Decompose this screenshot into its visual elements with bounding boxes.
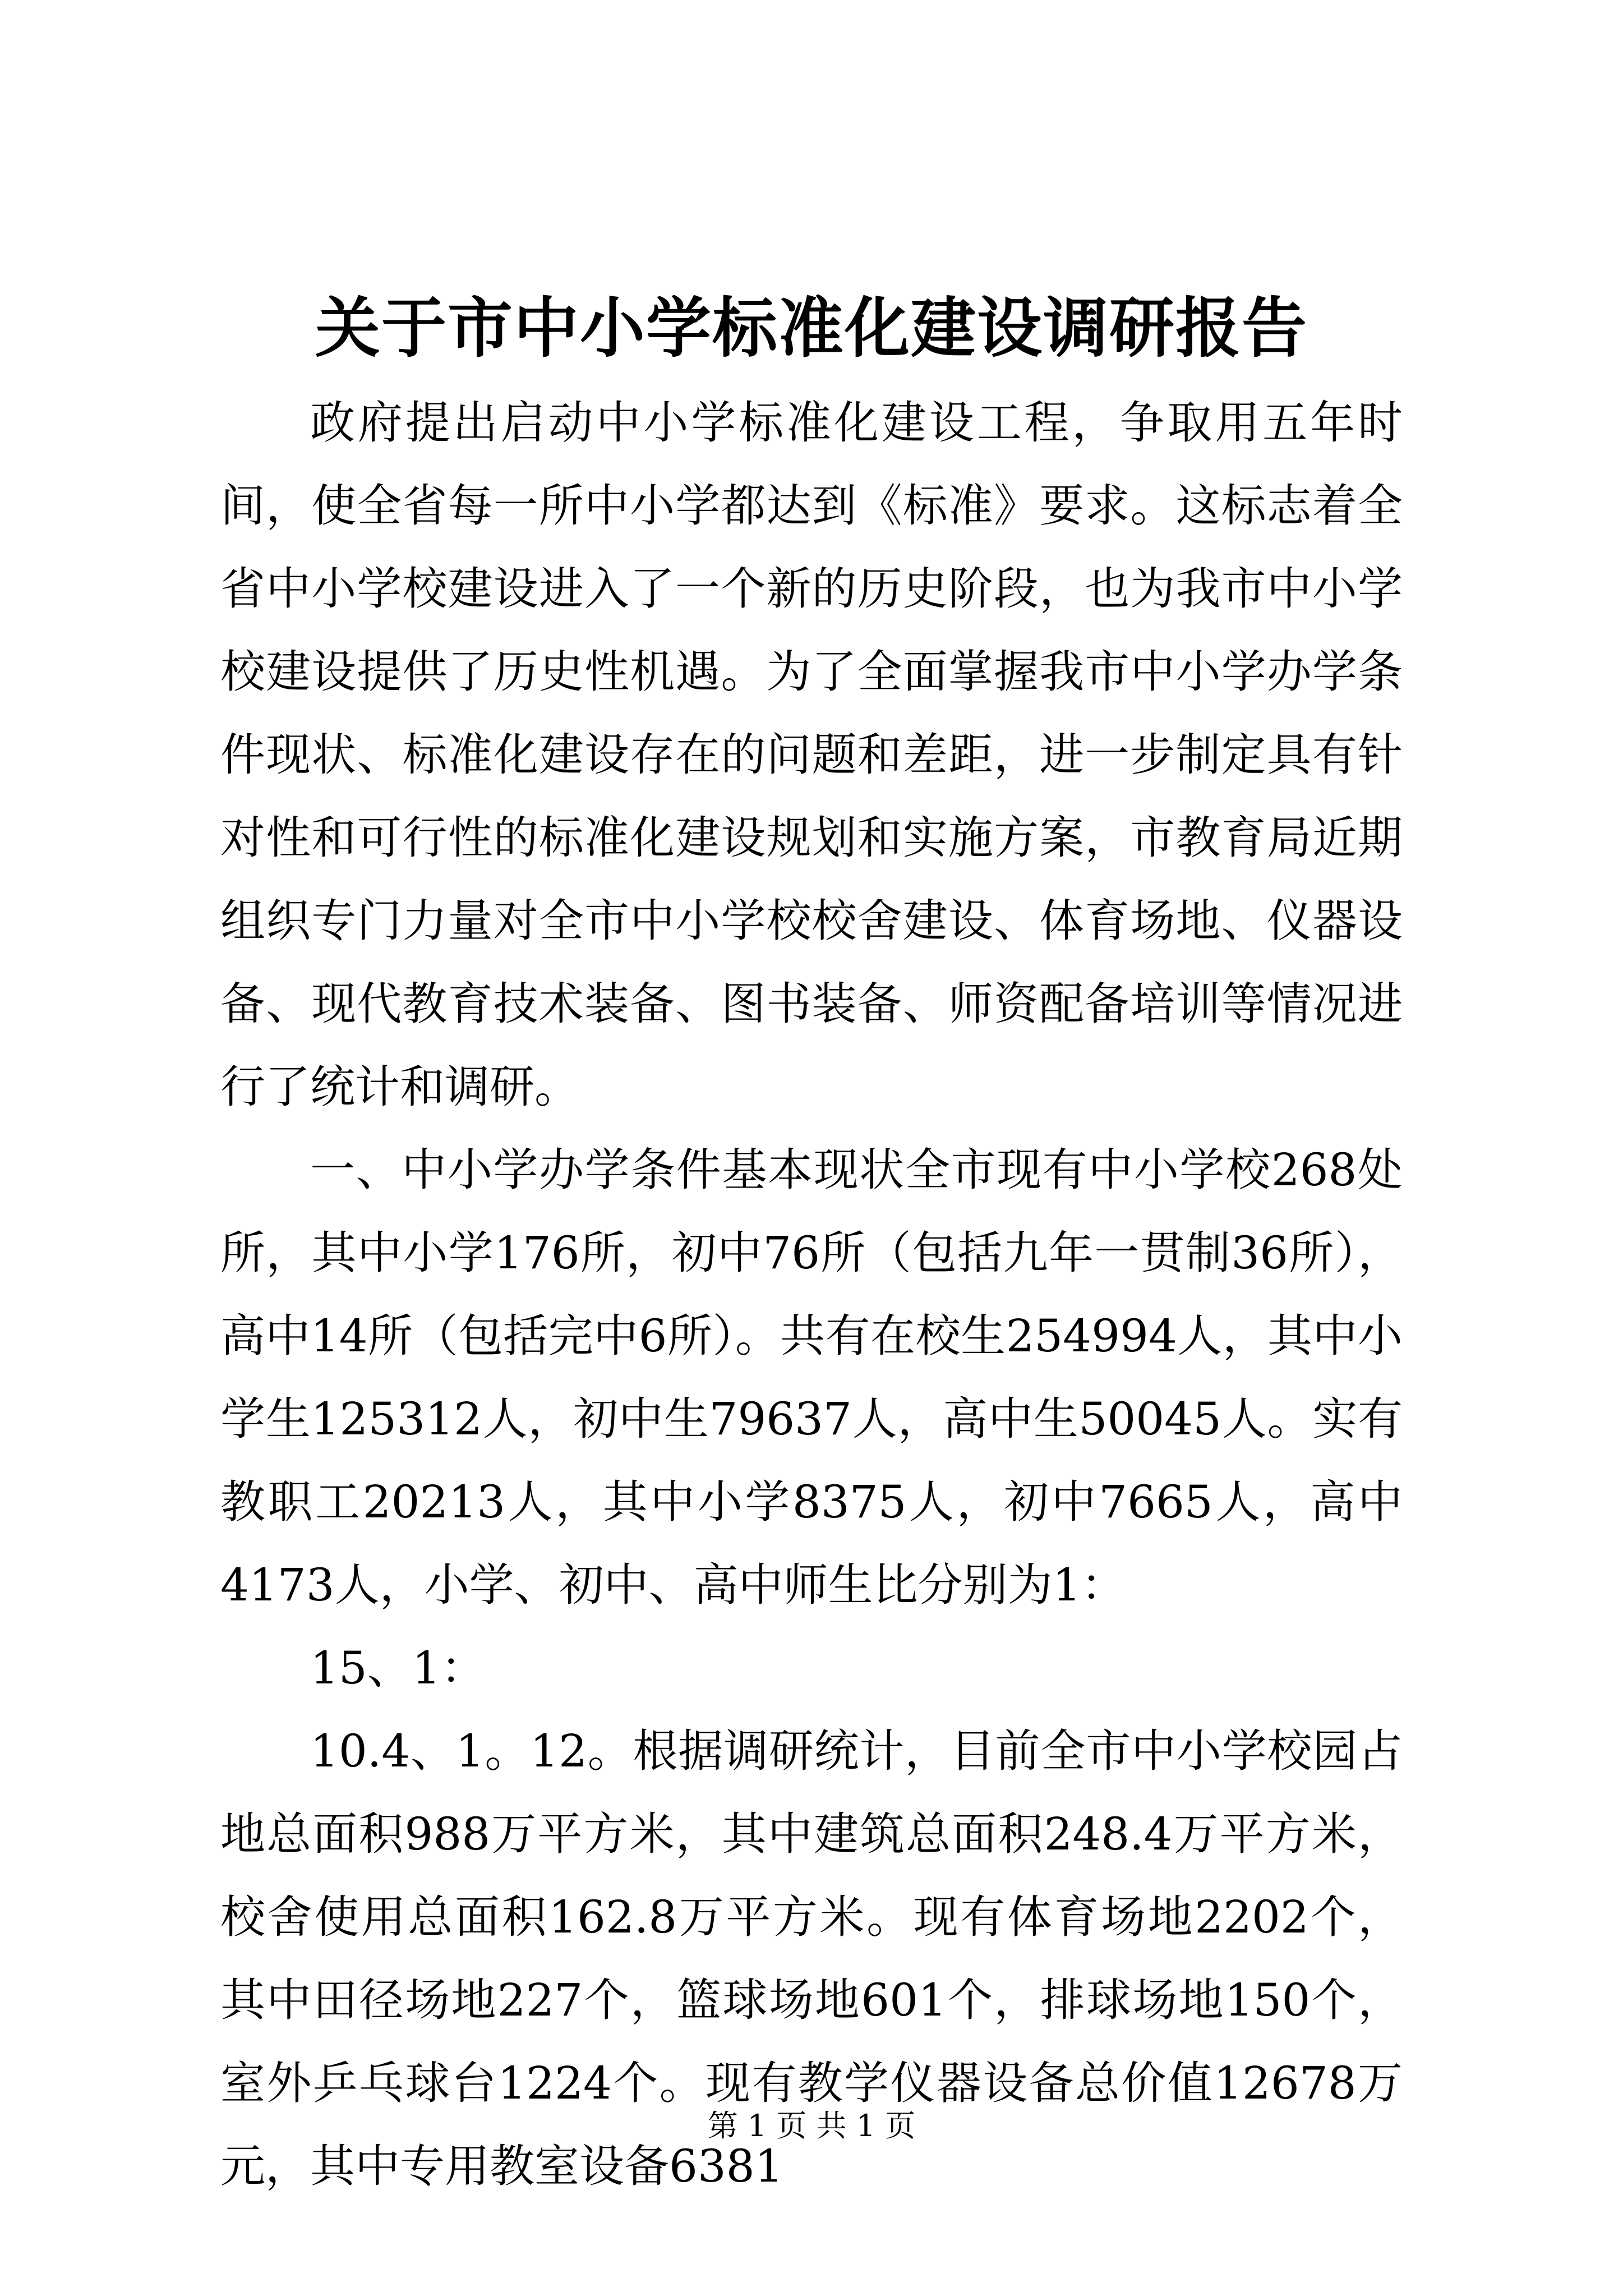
document-title: 关于市中小学标准化建设调研报告: [315, 290, 1308, 366]
document-body: [220, 381, 1403, 2208]
paragraph-intro: 政府提出启动中小学标准化建设工程，争取用五年时间，使全省每一所中小学都达到《标准》要求。这标志着全省中小学校建设进入了一个新的历史阶段，也为我市中小学校建设提供了历史性机遇。为了全面掌握我市中小学办学条件现状、标准化建设存在的问题和差距，进一步制定具有针对性和可行性的标准化建设规划和实施方案，市教育局近期组织专门力量对全市中小学校校舍建设、体育场地、仪器设备、现代教育技术装备、图书装备、师资配备培训等情况进行了统计和调研。: [220, 397, 1403, 1113]
paragraph-current-status: 一、中小学办学条件基本现状全市现有中小学校268处所，其中小学176所，初中76所（包括九年一贯制36所），高中14所（包括完中6所）。共有在校生254994人，其中小学生125312人，初中生79637人，高中生50045人。实有教职工20213人，其中小学8375人，初中7665人，高中4173人，小学、初中、高中师生比分别为1：: [220, 1144, 1403, 1611]
paragraph-ratio: 15、1：: [310, 1642, 486, 1694]
paragraph-facilities: 10.4、1。12。根据调研统计，目前全市中小学校园占地总面积988万平方米，其中建筑总面积248.4万平方米，校舍使用总面积162.8万平方米。现有体育场地2202个，其中田径场地227个，篮球场地601个，排球场地150个，室外乒乓球台1224个。现有教学仪器设备总价值12678万元，其中专用教室设备6381: [220, 1725, 1403, 2192]
page-number-footer: 第 1 页 共 1 页: [707, 2108, 916, 2143]
